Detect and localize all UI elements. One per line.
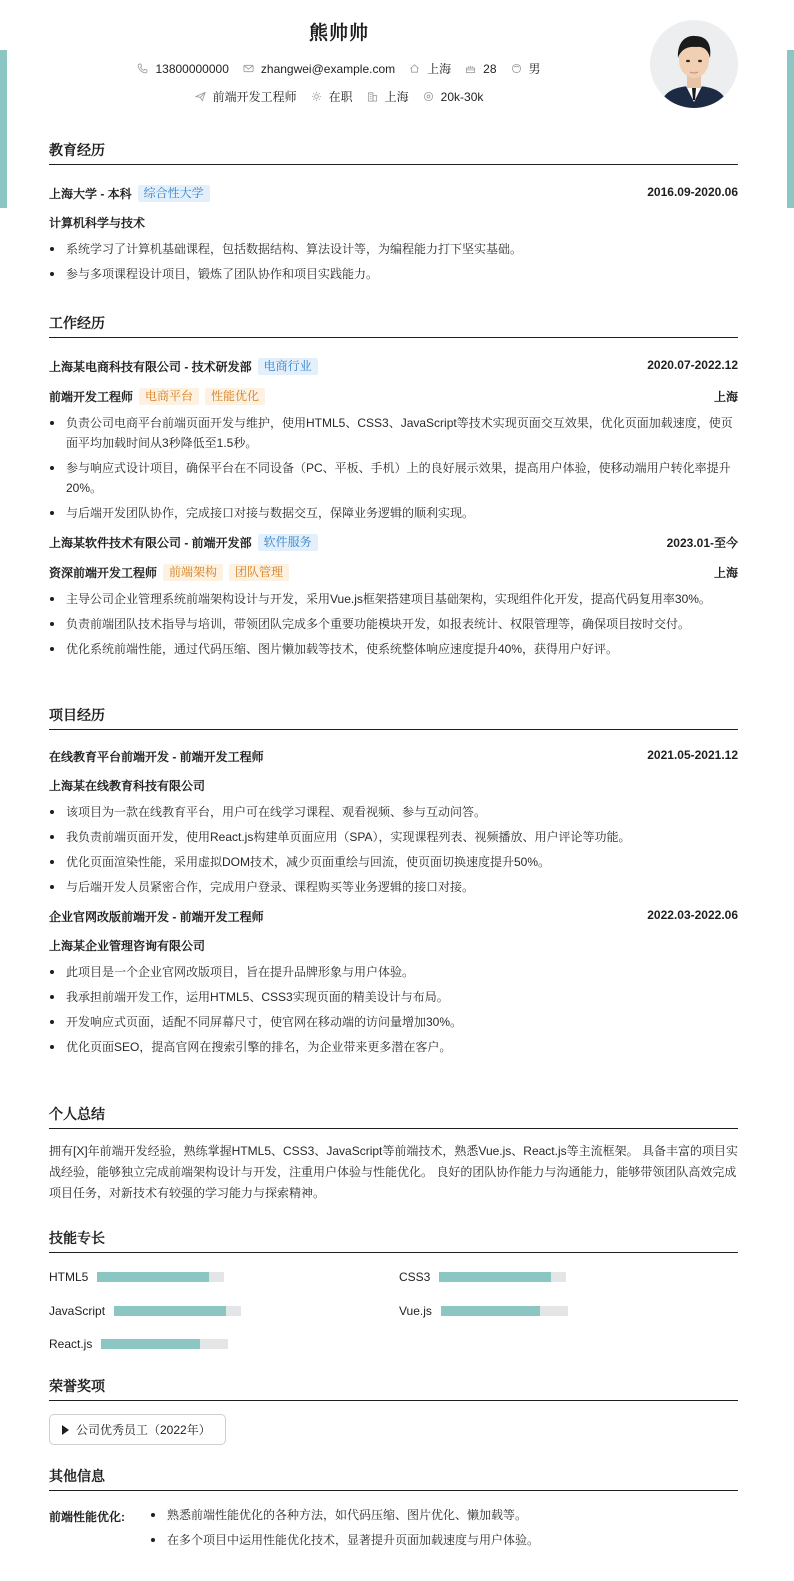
list-item: 与后端开发人员紧密合作，完成用户登录、课程购买等业务逻辑的接口对接。 [66, 877, 738, 897]
status-item [311, 88, 353, 105]
resume-name: 熊帅帅 [308, 23, 369, 44]
list-item: 负责公司电商平台前端页面开发与维护，使用HTML5、CSS3、JavaScript等技术实现页面交互效果，优化页面加载速度，使页面平均加载时间从3秒降低至1.5秒。 [66, 413, 738, 453]
project-period: 2022.03-2022.06 [647, 908, 738, 922]
project-period: 2021.05-2021.12 [647, 748, 738, 762]
list-item: 优化页面渲染性能，采用虚拟DOM技术，减少页面重绘与回流，使页面切换速度提升50%。 [66, 852, 738, 872]
right-accent-bar [787, 50, 794, 208]
salary-item [423, 90, 484, 104]
project-company: 上海某企业管理咨询有限公司 [49, 938, 206, 953]
phone-icon [137, 63, 148, 74]
other-bullets [150, 1505, 757, 1555]
list-item: 优化系统前端性能，通过代码压缩、图片懒加载等技术，使系统整体响应速度提升40%，获得用户好评。 [66, 639, 738, 659]
list-item: 我负责前端页面开发，使用React.js构建单页面应用（SPA），实现课程列表、视频播放、用户评论等功能。 [66, 827, 738, 847]
skill-item [399, 1270, 566, 1284]
position-item [195, 88, 297, 105]
skill-name: JavaScript [49, 1304, 106, 1318]
project-header [49, 907, 738, 925]
awards-section [49, 1376, 738, 1401]
school-tag: 综合性大学 [138, 185, 210, 202]
email-icon [243, 63, 254, 74]
skill-bar-fill [439, 1272, 551, 1282]
school-name: 上海大学 - 本科 [49, 186, 132, 201]
project-name: 在线教育平台前端开发 - 前端开发工程师 [49, 749, 264, 764]
work-section [49, 313, 738, 664]
status-icon [311, 91, 322, 102]
job-role: 资深前端开发工程师 [49, 565, 158, 580]
job-location: 上海 [713, 390, 738, 404]
project-bullets [49, 802, 738, 897]
project-company-row [49, 936, 738, 954]
job-role-row [49, 563, 738, 581]
list-item: 此项目是一个企业官网改版项目，旨在提升品牌形象与用户体验。 [66, 962, 738, 982]
position-icon [195, 91, 206, 102]
skill-bar-fill [97, 1272, 209, 1282]
major [49, 213, 738, 231]
summary-title: 个人总结 [49, 1104, 738, 1129]
job-bullets [49, 413, 738, 523]
job-intent-row [0, 88, 678, 105]
skill-item [49, 1337, 228, 1351]
skill-item [49, 1270, 224, 1284]
list-item: 我承担前端开发工作，运用HTML5、CSS3实现页面的精美设计与布局。 [66, 987, 738, 1007]
list-item: 负责前端团队技术指导与培训，带领团队完成多个重要功能模块开发，如报表统计、权限管理等，确保项目按时交付。 [66, 614, 738, 634]
salary-text: 20k-30k [440, 89, 484, 104]
skill-name: HTML5 [49, 1270, 89, 1284]
education-header [49, 184, 738, 202]
skill-bar-fill [441, 1306, 540, 1316]
position-text: 前端开发工程师 [212, 90, 297, 104]
list-item: 主导公司企业管理系统前端架构设计与开发，采用Vue.js框架搭建项目基础架构，实现组件化开发，提高代码复用率30%。 [66, 589, 738, 609]
education-section [49, 140, 738, 289]
list-item: 参与多项课程设计项目，锻炼了团队协作和项目实践能力。 [66, 264, 738, 284]
project-company-row [49, 776, 738, 794]
job-period: 2020.07-2022.12 [647, 358, 738, 372]
city-text: 上海 [427, 62, 452, 76]
summary-section [49, 1104, 738, 1204]
list-item: 熟悉前端性能优化的各种方法，如代码压缩、图片优化、懒加载等。 [167, 1505, 757, 1525]
skill-name: React.js [49, 1337, 93, 1351]
phone-text: 13800000000 [155, 61, 229, 76]
avatar [650, 20, 738, 108]
job-tag: 电商平台 [139, 388, 199, 405]
job-tag: 前端架构 [163, 564, 223, 581]
projects-title: 项目经历 [49, 705, 738, 730]
job-location: 上海 [713, 566, 738, 580]
age-text: 28 [483, 61, 497, 76]
education-title: 教育经历 [49, 140, 738, 165]
skill-bar [97, 1272, 224, 1282]
company-name: 上海某电商科技有限公司 - 技术研发部 [49, 359, 252, 374]
list-item: 系统学习了计算机基础课程，包括数据结构、算法设计等，为编程能力打下坚实基础。 [66, 239, 738, 259]
email-text: zhangwei@example.com [260, 61, 396, 76]
skill-name: CSS3 [399, 1270, 431, 1284]
awards-title: 荣誉奖项 [49, 1376, 738, 1401]
job-bullets [49, 589, 738, 659]
list-item: 在多个项目中运用性能优化技术，显著提升页面加载速度与用户体验。 [167, 1530, 757, 1550]
skill-bar-fill [114, 1306, 226, 1316]
skill-item [49, 1304, 241, 1318]
list-item: 优化页面SEO，提高官网在搜索引擎的排名，为企业带来更多潜在客户。 [66, 1037, 738, 1057]
education-period: 2016.09-2020.06 [647, 185, 738, 199]
industry-tag: 软件服务 [258, 534, 318, 551]
award-item[interactable] [49, 1414, 226, 1445]
target-city-item [367, 88, 409, 105]
salary-icon [423, 91, 434, 102]
city-icon [367, 91, 378, 102]
status-text: 在职 [328, 90, 353, 104]
email-item [243, 62, 395, 76]
project-bullets [49, 962, 738, 1057]
job-header [49, 357, 738, 375]
award-text: 公司优秀员工（2022年） [76, 1423, 211, 1437]
skill-bar [101, 1339, 228, 1349]
work-title: 工作经历 [49, 313, 738, 338]
skill-bar [441, 1306, 568, 1316]
job-period: 2023.01-至今 [666, 536, 738, 550]
skill-bar [439, 1272, 566, 1282]
skill-item [399, 1304, 568, 1318]
job-tag: 团队管理 [229, 564, 289, 581]
skill-bar-fill [101, 1339, 200, 1349]
list-item: 与后端开发团队协作，完成接口对接与数据交互，保障业务逻辑的顺利实现。 [66, 503, 738, 523]
skills-title: 技能专长 [49, 1228, 738, 1253]
job-tag: 性能优化 [205, 388, 265, 405]
city-item [409, 60, 451, 77]
skill-bar [114, 1306, 241, 1316]
gender-text: 男 [528, 62, 541, 76]
education-bullets [49, 239, 738, 284]
industry-tag: 电商行业 [258, 358, 318, 375]
list-item: 开发响应式页面，适配不同屏幕尺寸，使官网在移动端的访问量增加30%。 [66, 1012, 738, 1032]
project-company: 上海某在线教育科技有限公司 [49, 778, 206, 793]
age-icon [465, 63, 476, 74]
gender-icon [511, 63, 522, 74]
projects-section [49, 705, 738, 1062]
other-title: 其他信息 [49, 1466, 738, 1491]
skill-name: Vue.js [399, 1304, 432, 1318]
major-name: 计算机科学与技术 [49, 215, 146, 230]
list-item: 该项目为一款在线教育平台，用户可在线学习课程、观看视频、参与互动问答。 [66, 802, 738, 822]
phone-item [137, 62, 228, 76]
home-icon [409, 63, 420, 74]
other-section [49, 1466, 738, 1491]
project-name: 企业官网改版前端开发 - 前端开发工程师 [49, 909, 264, 924]
job-header [49, 533, 738, 551]
job-role-row [49, 387, 738, 405]
skills-section [49, 1228, 738, 1253]
gender-item [511, 60, 541, 77]
project-header [49, 747, 738, 765]
job-role: 前端开发工程师 [49, 389, 134, 404]
triangle-right-icon [62, 1425, 69, 1435]
other-label: 前端性能优化: [49, 1510, 125, 1524]
list-item: 参与响应式设计项目，确保平台在不同设备（PC、平板、手机）上的良好展示效果，提高用户体验，使移动端用户转化率提升20%。 [66, 458, 738, 498]
target-city-text: 上海 [384, 90, 409, 104]
age-item [465, 62, 496, 76]
company-name: 上海某软件技术有限公司 - 前端开发部 [49, 535, 252, 550]
contact-row [0, 60, 678, 77]
summary-text: 拥有[X]年前端开发经验，熟练掌握HTML5、CSS3、JavaScript等前端技术，熟悉Vue.js、React.js等主流框架。 具备丰富的项目实战经验，能够独立完成前端架构设计与开发，注重用户体验与性能优化。 良好的团队协作能力与沟通能力，能够带领团队高效完成项目任务，对新技术有较强的学习能力与探索精神。 [49, 1144, 738, 1200]
